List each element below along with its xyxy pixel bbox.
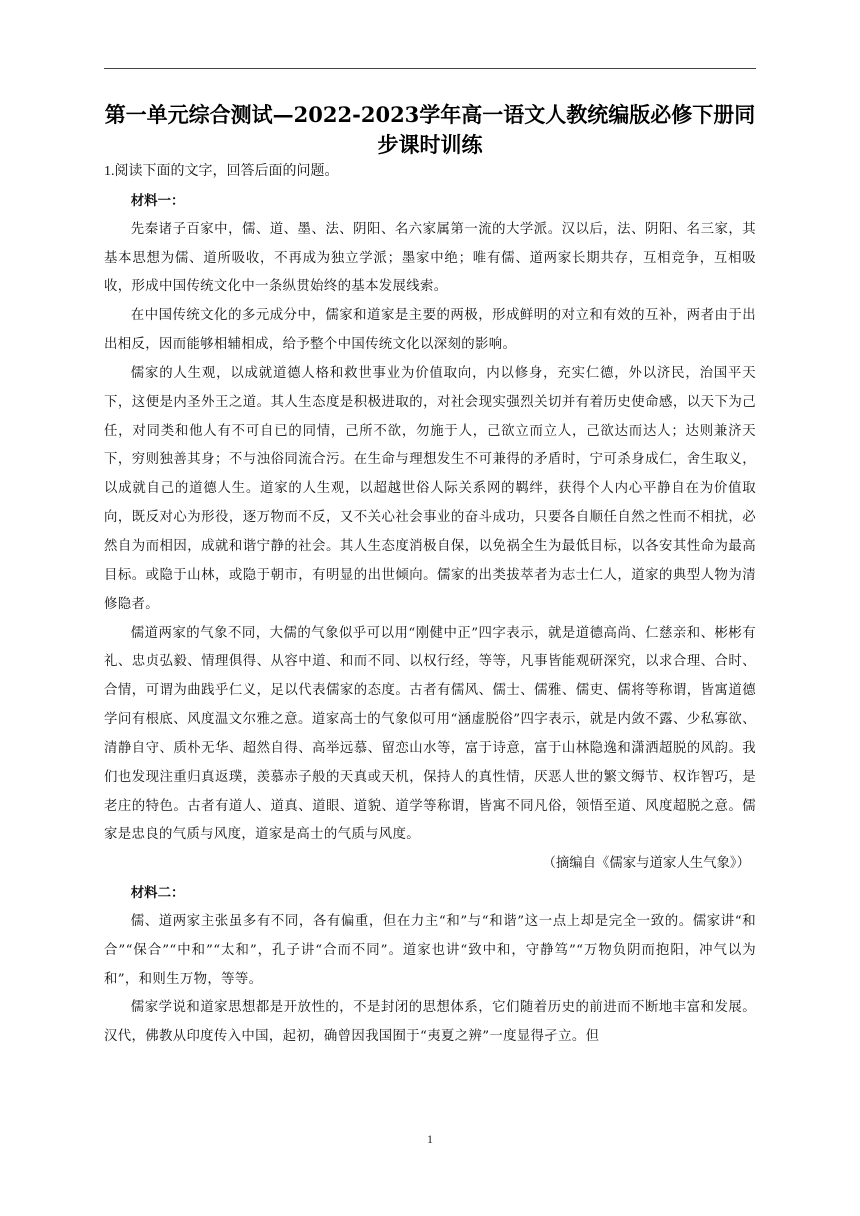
header-rule: [104, 68, 756, 69]
page-number: 1: [427, 1132, 433, 1146]
material-1-paragraph-3: 儒家的人生观，以成就道德人格和救世事业为价值取向，内以修身，充实仁德，外以济民，治国平天下，这便是内圣外王之道。其人生态度是积极进取的，对社会现实强烈关切并有着历史使命感，以天下为己任，对同类和他人有不可自已的同情，己所不欲，勿施于人，己欲立而立人，己欲达而达人；达则兼济天下，穷则独善其身；不与浊俗同流合污。在生命与理想发生不可兼得的矛盾时，宁可杀身成仁，舍生取义，以成就自己的道德人生。道家的人生观，以超越世俗人际关系网的羁绊，获得个人内心平静自在为价值取向，既反对心为形役，逐万物而不反，又不关心社会事业的奋斗成功，只要各自顺任自然之性而不相扰，必然自为而相因，成就和谐宁静的社会。其人生态度消极自保，以免祸全生为最低目标，以各安其性命为最高目标。或隐于山林，或隐于朝市，有明显的出世倾向。儒家的出类拔萃者为志士仁人，道家的典型人物为清修隐者。: [104, 365, 756, 612]
material-1-label: 材料一：: [130, 192, 185, 209]
material-1-paragraph-2: 在中国传统文化的多元成分中，儒家和道家是主要的两极，形成鲜明的对立和有效的互补，两者由于出出相反，因而能够相辅相成，给予整个中国传统文化以深刻的影响。: [104, 308, 756, 353]
material-1-source: （摘编自《儒家与道家人生气象》）: [542, 856, 750, 872]
material-2-paragraph-1: 儒、道两家主张虽多有不同，各有偏重，但在力主“和”与“和谐”这一点上却是完全一致的。儒家讲“和合”“保合”“中和”“太和”，孔子讲“合而不同”。道家也讲“致中和，守静笃”“万物负阴而抱阳，冲气以为和”，和则生万物，等等。: [104, 913, 756, 987]
material-1-paragraph-1: 先秦诸子百家中，儒、道、墨、法、阴阳、名六家属第一流的大学派。汉以后，法、阴阳、名三家，其基本思想为儒、道所吸收，不再成为独立学派；墨家中绝；唯有儒、道两家长期共存，互相竞争，互相吸收，形成中国传统文化中一条纵贯始终的基本发展线索。: [104, 221, 756, 295]
document-title: 第一单元综合测试—2022-2023学年高一语文人教统编版必修下册同步课时训练: [104, 102, 756, 157]
material-1-paragraph-4: 儒道两家的气象不同，大儒的气象似乎可以用“刚健中正”四字表示，就是道德高尚、仁慈亲和、彬彬有礼、忠贞弘毅、情理俱得、从容中道、和而不同、以权行经，等等，凡事皆能观研深究，以求合理、合时、合情，可谓为曲践乎仁义，足以代表儒家的态度。古者有儒风、儒士、儒雅、儒吏、儒将等称谓，皆寓道德学问有根底、风度温文尔雅之意。道家高士的气象似可用“涵虚脱俗”四字表示，就是内敛不露、少私寡欲、清静自守、质朴无华、超然自得、高举远慕、留恋山水等，富于诗意，富于山林隐逸和潇洒超脱的风韵。我们也发现注重归真返璞，羡慕赤子般的天真或天机，保持人的真性情，厌恶人世的繁文缛节、权诈智巧，是老庄的特色。古者有道人、道真、道眼、道貌、道学等称谓，皆寓不同凡俗，领悟至道、风度超脱之意。儒家是忠良的气质与风度，道家是高士的气质与风度。: [104, 625, 756, 843]
material-2-label: 材料二：: [130, 885, 185, 902]
document-body: [104, 158, 756, 1052]
question-prompt: 1.阅读下面的文字，回答后面的问题。: [104, 164, 339, 179]
material-2-paragraph-2: 儒家学说和道家思想都是开放性的，不是封闭的思想体系，它们随着历史的前进而不断地丰富和发展。汉代，佛教从印度传入中国，起初，确曾因我国囿于“夷夏之辨”一度显得孑立。但: [104, 1000, 756, 1045]
